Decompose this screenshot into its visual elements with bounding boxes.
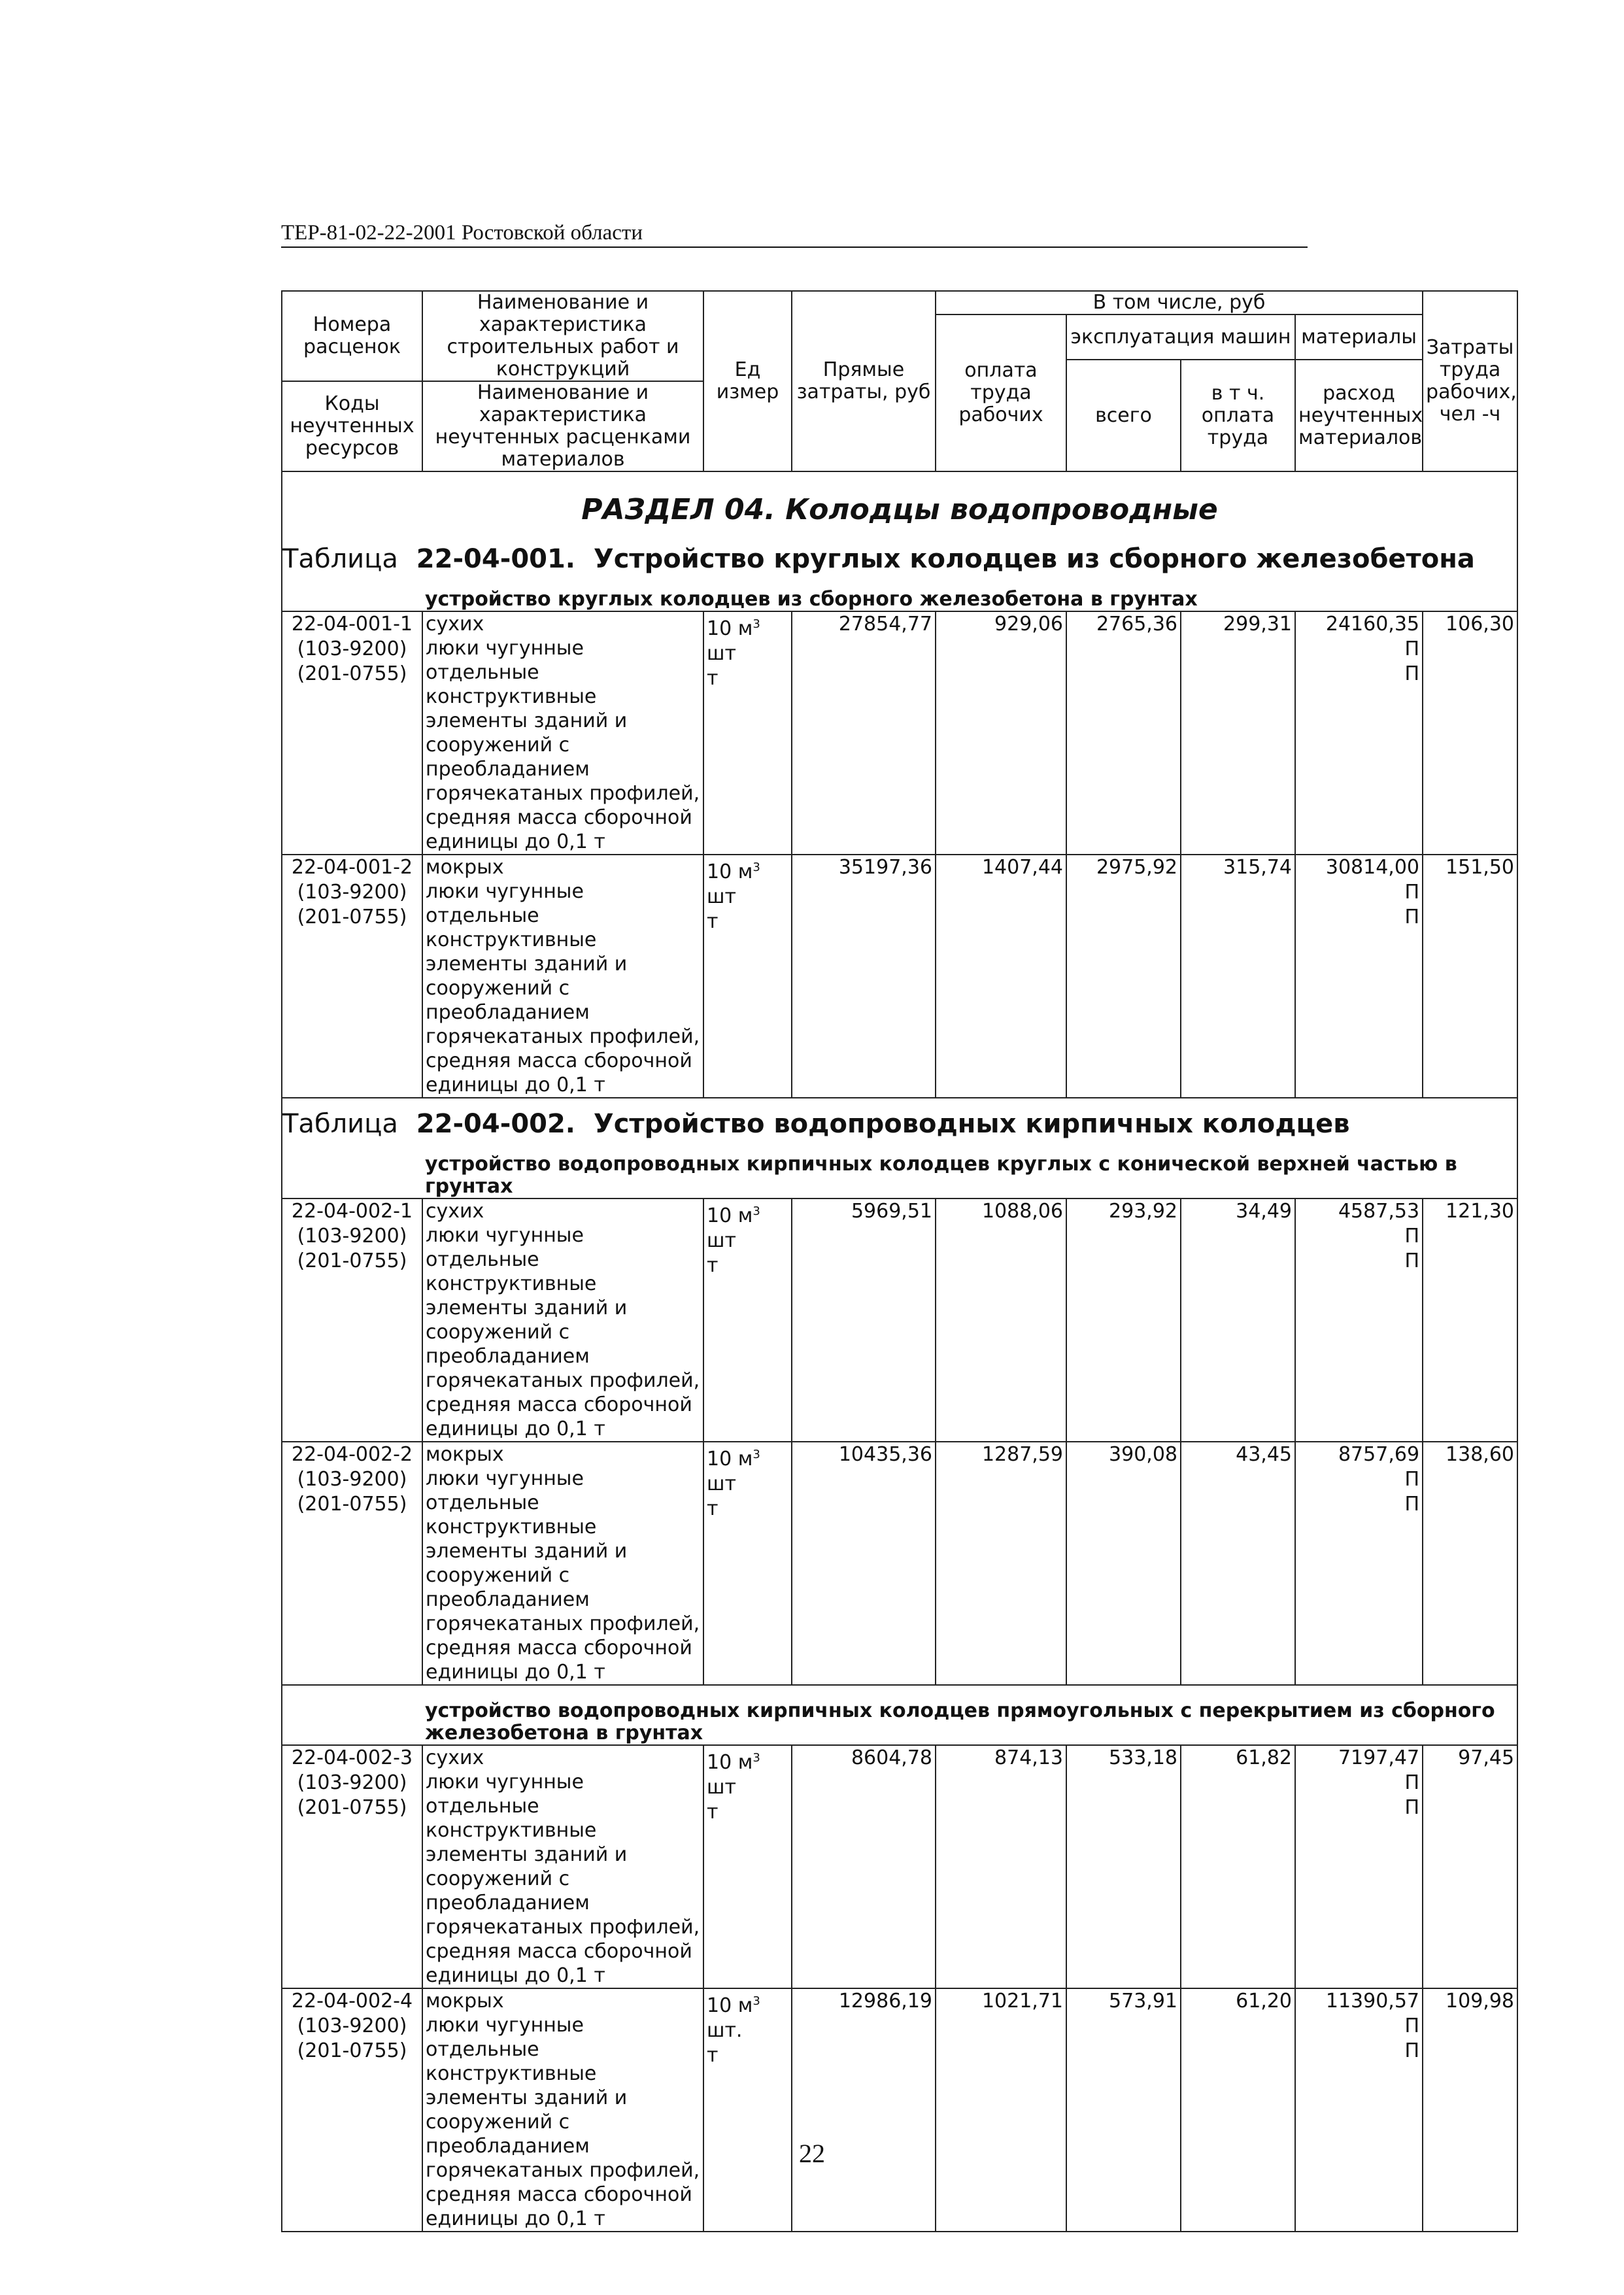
labor-hours: 151,50 [1423,855,1517,1098]
materials-cell [1295,855,1423,1098]
unit-cell [703,1745,792,1988]
resource-code: (201-0755) [297,1250,407,1272]
unit-elements: т [707,910,719,933]
unit-elements: т [707,667,719,690]
resource-code: (201-0755) [297,1493,407,1516]
machines-labor: 61,82 [1181,1745,1295,1988]
unit-cell [703,1198,792,1442]
unit-main: 10 $м^3$ [707,1751,760,1774]
machines-total: 293,92 [1066,1198,1181,1442]
labor-hours: 106,30 [1423,611,1517,855]
table-title [282,539,1517,579]
table-title-lead: Таблица [282,1109,398,1139]
resource-elements: отдельные конструктивные элементы зданий и сооружений с преобладанием горячекатаных профилей, средняя масса сборочной единицы до 0,1 т [426,1491,700,1684]
rate-code: 22-04-001-1 [291,613,413,636]
work-description [422,855,703,1098]
table-title [282,1098,1517,1144]
labor-pay: 874,13 [936,1745,1066,1988]
table-title-lead: Таблица [282,544,398,574]
direct-costs: 35197,36 [792,855,936,1098]
unit-cell [703,1988,792,2232]
resource-elements: отдельные конструктивные элементы зданий и сооружений с преобладанием горячекатаных профилей, средняя масса сборочной единицы до 0,1 т [426,661,700,853]
resource-elements: отдельные конструктивные элементы зданий и сооружений с преобладанием горячекатаных профилей, средняя масса сборочной единицы до 0,1 т [426,904,700,1096]
resource-hatch: люки чугунные [426,2014,584,2037]
unit-main: 10 $м^3$ [707,860,760,883]
resource-code: (103-9200) [297,1468,407,1491]
unit-cell [703,1442,792,1685]
machines-total: 533,18 [1066,1745,1181,1988]
col-labor-hours: Затраты труда рабочих, чел -ч [1423,291,1517,471]
resource-code: (201-0755) [297,2039,407,2062]
page-number: 22 [799,2139,825,2168]
work-name: сухих [426,1200,484,1223]
col-unit: Ед измер [703,291,792,471]
rate-code-cell [282,1198,422,1442]
machines-total: 2765,36 [1066,611,1181,855]
labor-pay: 1287,59 [936,1442,1066,1685]
table-row [282,1442,1517,1685]
table-row [282,611,1517,855]
unit-elements: т [707,1254,719,1277]
work-description [422,1442,703,1685]
direct-costs: 27854,77 [792,611,936,855]
materials-cost: 24160,35 [1325,613,1420,636]
rate-code: 22-04-002-3 [291,1746,413,1769]
labor-hours: 97,45 [1423,1745,1517,1988]
unit-elements: т [707,2044,719,2067]
resource-elements: отдельные конструктивные элементы зданий и сооружений с преобладанием горячекатаных профилей, средняя масса сборочной единицы до 0,1 т [426,1248,700,1440]
machines-labor: 43,45 [1181,1442,1295,1685]
materials-cost: 7197,47 [1338,1746,1420,1769]
work-name: сухих [426,1746,484,1769]
materials-p: П [1404,2014,1420,2037]
col-materials: материалы [1295,314,1423,360]
materials-cell [1295,1442,1423,1685]
resource-code: (201-0755) [297,906,407,928]
unit-elements: т [707,1801,719,1824]
table-header [282,291,1517,471]
materials-p: П [1404,881,1420,904]
labor-hours: 138,60 [1423,1442,1517,1685]
resource-code: (103-9200) [297,881,407,904]
col-machines-total: всего [1066,360,1181,471]
col-name-bottom: Наименование и характеристика неучтенных расценками материалов [422,381,703,471]
direct-costs: 5969,51 [792,1198,936,1442]
col-direct-costs: Прямые затраты, руб [792,291,936,471]
unit-main: 10 $м^3$ [707,617,760,640]
table-title-number: 22-04-002. [416,1109,576,1139]
table-title-text: Устройство круглых колодцев из сборного железобетона [593,544,1475,574]
col-materials-sub: расход неучтенных материалов [1295,360,1423,471]
materials-p: П [1404,1796,1420,1819]
materials-p: П [1404,1493,1420,1516]
table-title-text: Устройство водопроводных кирпичных колодцев [593,1109,1350,1139]
table-row [282,1988,1517,2232]
materials-p: П [1404,2039,1420,2062]
direct-costs: 10435,36 [792,1442,936,1685]
col-name-top: Наименование и характеристика строительных работ и конструкций [422,291,703,381]
col-labor-pay: оплата труда рабочих [936,314,1066,471]
col-including: В том числе, руб [936,291,1423,314]
rate-code: 22-04-002-2 [291,1443,413,1466]
materials-cost: 11390,57 [1325,1990,1420,2013]
table-title-number: 22-04-001. [416,544,576,574]
rate-code: 22-04-002-4 [291,1990,413,2013]
unit-main: 10 $м^3$ [707,1204,760,1227]
rate-code-cell [282,611,422,855]
materials-p: П [1404,1771,1420,1794]
materials-p: П [1404,906,1420,928]
work-name: мокрых [426,856,504,879]
unit-main: 10 $м^3$ [707,1448,760,1470]
table-row [282,1745,1517,1988]
col-machines-labor: в т ч. оплата труда [1181,360,1295,471]
labor-hours: 121,30 [1423,1198,1517,1442]
labor-hours: 109,98 [1423,1988,1517,2232]
resource-hatch: люки чугунные [426,1467,584,1490]
work-name: сухих [426,613,484,636]
work-description [422,1988,703,2232]
labor-pay: 1088,06 [936,1198,1066,1442]
table-row [282,1198,1517,1442]
work-name: мокрых [426,1990,504,2013]
unit-main: 10 $м^3$ [707,1994,760,2017]
machines-labor: 299,31 [1181,611,1295,855]
materials-cell [1295,1745,1423,1988]
materials-cost: 4587,53 [1338,1200,1420,1223]
materials-p: П [1404,1468,1420,1491]
col-codes-bottom: Коды неучтенных ресурсов [282,381,422,471]
rate-code-cell [282,1988,422,2232]
section-title: РАЗДЕЛ 04. Колодцы водопроводные [282,471,1517,539]
materials-cost: 30814,00 [1325,856,1420,879]
unit-hatch: шт [707,1472,736,1495]
unit-cell [703,855,792,1098]
unit-hatch: шт [707,642,736,665]
work-description [422,611,703,855]
work-description [422,1198,703,1442]
rate-code-cell [282,855,422,1098]
rates-table [281,290,1518,2232]
work-name: мокрых [426,1443,504,1466]
table-row [282,855,1517,1098]
labor-pay: 1021,71 [936,1988,1066,2232]
group-subtitle: устройство водопроводных кирпичных колодцев прямоугольных с перекрытием из сборного железобетона в грунтах [422,1685,1517,1745]
labor-pay: 1407,44 [936,855,1066,1098]
machines-labor: 34,49 [1181,1198,1295,1442]
machines-total: 390,08 [1066,1442,1181,1685]
resource-hatch: люки чугунные [426,637,584,660]
machines-labor: 315,74 [1181,855,1295,1098]
materials-cell [1295,1198,1423,1442]
rate-code-cell [282,1745,422,1988]
document-header: ТЕР-81-02-22-2001 Ростовской области [281,221,1308,248]
materials-p: П [1404,1250,1420,1272]
unit-hatch: шт [707,1776,736,1799]
resource-hatch: люки чугунные [426,1771,584,1794]
direct-costs: 12986,19 [792,1988,936,2232]
resource-hatch: люки чугунные [426,1224,584,1247]
resource-code: (201-0755) [297,662,407,685]
resource-code: (103-9200) [297,2014,407,2037]
resource-elements: отдельные конструктивные элементы зданий и сооружений с преобладанием горячекатаных профилей, средняя масса сборочной единицы до 0,1 т [426,2038,700,2230]
labor-pay: 929,06 [936,611,1066,855]
group-subtitle: устройство круглых колодцев из сборного железобетона в грунтах [422,579,1517,611]
group-subtitle: устройство водопроводных кирпичных колодцев круглых с конической верхней частью в грунтах [422,1144,1517,1198]
resource-code: (201-0755) [297,1796,407,1819]
resource-code: (103-9200) [297,1771,407,1794]
unit-elements: т [707,1497,719,1520]
materials-cost: 8757,69 [1338,1443,1420,1466]
materials-p: П [1404,662,1420,685]
unit-hatch: шт [707,885,736,908]
machines-labor: 61,20 [1181,1988,1295,2232]
unit-cell [703,611,792,855]
unit-hatch: шт. [707,2019,743,2042]
resource-hatch: люки чугунные [426,880,584,903]
machines-total: 2975,92 [1066,855,1181,1098]
rate-code-cell [282,1442,422,1685]
work-description [422,1745,703,1988]
materials-cell [1295,1988,1423,2232]
rate-code: 22-04-002-1 [291,1200,413,1223]
direct-costs: 8604,78 [792,1745,936,1988]
resource-elements: отдельные конструктивные элементы зданий и сооружений с преобладанием горячекатаных профилей, средняя масса сборочной единицы до 0,1 т [426,1795,700,1987]
rate-code: 22-04-001-2 [291,856,413,879]
machines-total: 573,91 [1066,1988,1181,2232]
resource-code: (103-9200) [297,638,407,660]
unit-hatch: шт [707,1229,736,1252]
resource-code: (103-9200) [297,1225,407,1248]
materials-p: П [1404,638,1420,660]
col-codes-top: Номера расценок [282,291,422,381]
materials-cell [1295,611,1423,855]
materials-p: П [1404,1225,1420,1248]
col-machines: эксплуатация машин [1066,314,1295,360]
